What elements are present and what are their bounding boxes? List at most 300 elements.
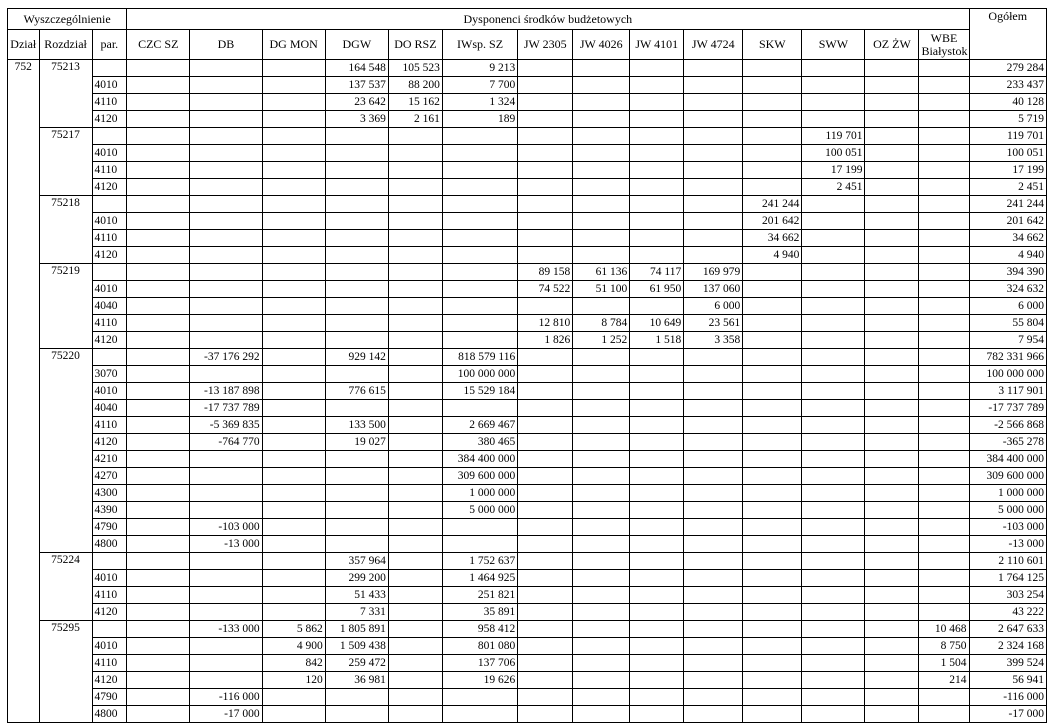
table-row	[8, 281, 1047, 298]
value-cell	[684, 604, 743, 621]
value-cell	[919, 315, 969, 332]
value-cell: 357 964	[325, 553, 388, 570]
value-cell	[865, 587, 919, 604]
rozdzial-cell: 75217	[39, 128, 92, 196]
value-cell	[442, 264, 517, 281]
value-cell	[802, 417, 865, 434]
value-cell	[573, 196, 630, 213]
value-cell	[518, 298, 573, 315]
value-cell	[127, 553, 190, 570]
value-cell	[630, 553, 684, 570]
value-cell	[127, 519, 190, 536]
value-cell	[919, 502, 969, 519]
value-cell	[262, 536, 325, 553]
value-cell: 164 548	[325, 60, 388, 77]
value-cell	[802, 570, 865, 587]
total-cell: 5 000 000	[969, 502, 1047, 519]
total-cell: 324 632	[969, 281, 1047, 298]
total-cell: 17 199	[969, 162, 1047, 179]
table-row	[8, 638, 1047, 655]
value-cell	[919, 247, 969, 264]
column-header: DG MON	[262, 30, 325, 60]
value-cell	[127, 179, 190, 196]
value-cell	[630, 230, 684, 247]
value-cell	[262, 689, 325, 706]
value-cell	[127, 128, 190, 145]
paragraf-cell: 4010	[92, 383, 127, 400]
value-cell	[802, 604, 865, 621]
value-cell: 100 051	[802, 145, 865, 162]
table-row	[8, 162, 1047, 179]
total-cell: -365 278	[969, 434, 1047, 451]
value-cell	[190, 553, 262, 570]
value-cell	[262, 383, 325, 400]
value-cell	[518, 349, 573, 366]
value-cell	[630, 77, 684, 94]
value-cell	[684, 230, 743, 247]
value-cell	[127, 621, 190, 638]
value-cell	[190, 570, 262, 587]
value-cell: 51 433	[325, 587, 388, 604]
value-cell	[684, 196, 743, 213]
value-cell	[518, 553, 573, 570]
value-cell	[325, 485, 388, 502]
value-cell: -5 369 835	[190, 417, 262, 434]
value-cell	[325, 706, 388, 723]
value-cell	[262, 570, 325, 587]
paragraf-cell: 4790	[92, 519, 127, 536]
value-cell: 776 615	[325, 383, 388, 400]
value-cell	[865, 298, 919, 315]
value-cell	[190, 111, 262, 128]
total-cell: 1 764 125	[969, 570, 1047, 587]
value-cell	[518, 230, 573, 247]
value-cell	[630, 570, 684, 587]
value-cell	[127, 485, 190, 502]
value-cell	[388, 604, 442, 621]
value-cell	[802, 315, 865, 332]
total-cell: 2 110 601	[969, 553, 1047, 570]
table-row	[8, 400, 1047, 417]
value-cell	[743, 689, 802, 706]
value-cell: 259 472	[325, 655, 388, 672]
rozdzial-cell: 75224	[39, 553, 92, 621]
value-cell	[442, 162, 517, 179]
value-cell: 214	[919, 672, 969, 689]
table-row	[8, 689, 1047, 706]
value-cell	[684, 655, 743, 672]
value-cell: 6 000	[684, 298, 743, 315]
value-cell	[684, 417, 743, 434]
value-cell	[630, 145, 684, 162]
value-cell	[442, 536, 517, 553]
value-cell	[743, 706, 802, 723]
value-cell	[518, 604, 573, 621]
paragraf-cell: 4010	[92, 281, 127, 298]
value-cell	[573, 247, 630, 264]
value-cell	[262, 247, 325, 264]
value-cell	[630, 536, 684, 553]
value-cell	[388, 162, 442, 179]
value-cell	[802, 213, 865, 230]
total-cell: -17 737 789	[969, 400, 1047, 417]
value-cell: 842	[262, 655, 325, 672]
value-cell	[743, 417, 802, 434]
value-cell: 36 981	[325, 672, 388, 689]
value-cell	[743, 179, 802, 196]
total-cell: 2 324 168	[969, 638, 1047, 655]
value-cell	[865, 434, 919, 451]
value-cell	[190, 604, 262, 621]
value-cell	[919, 128, 969, 145]
value-cell	[919, 604, 969, 621]
value-cell: 120	[262, 672, 325, 689]
value-cell	[802, 349, 865, 366]
value-cell	[684, 570, 743, 587]
value-cell	[684, 689, 743, 706]
value-cell: 4 940	[743, 247, 802, 264]
value-cell	[919, 536, 969, 553]
value-cell	[518, 111, 573, 128]
value-cell	[865, 383, 919, 400]
value-cell	[919, 179, 969, 196]
paragraf-cell: 4120	[92, 111, 127, 128]
value-cell	[442, 315, 517, 332]
table-row	[8, 349, 1047, 366]
value-cell	[325, 230, 388, 247]
value-cell	[865, 451, 919, 468]
value-cell	[630, 366, 684, 383]
column-header: SWW	[802, 30, 865, 60]
value-cell	[127, 587, 190, 604]
value-cell	[865, 519, 919, 536]
value-cell	[442, 179, 517, 196]
value-cell	[865, 621, 919, 638]
value-cell	[127, 264, 190, 281]
value-cell	[190, 60, 262, 77]
value-cell	[442, 145, 517, 162]
total-cell: 394 390	[969, 264, 1047, 281]
table-row	[8, 553, 1047, 570]
value-cell	[802, 196, 865, 213]
value-cell	[573, 638, 630, 655]
total-cell: 279 284	[969, 60, 1047, 77]
total-cell: 100 051	[969, 145, 1047, 162]
header-total: Ogółem	[969, 9, 1047, 60]
value-cell: 1 252	[573, 332, 630, 349]
value-cell: 3 358	[684, 332, 743, 349]
value-cell	[325, 281, 388, 298]
value-cell	[262, 553, 325, 570]
value-cell	[573, 604, 630, 621]
value-cell	[684, 706, 743, 723]
value-cell	[518, 94, 573, 111]
total-cell: 119 701	[969, 128, 1047, 145]
value-cell	[802, 706, 865, 723]
table-row	[8, 519, 1047, 536]
value-cell: 201 642	[743, 213, 802, 230]
value-cell	[127, 281, 190, 298]
table-row	[8, 179, 1047, 196]
total-cell: 384 400 000	[969, 451, 1047, 468]
value-cell	[802, 587, 865, 604]
value-cell	[919, 366, 969, 383]
value-cell	[325, 145, 388, 162]
paragraf-cell	[92, 264, 127, 281]
value-cell	[684, 400, 743, 417]
value-cell	[573, 145, 630, 162]
value-cell	[127, 689, 190, 706]
value-cell	[325, 179, 388, 196]
value-cell	[518, 706, 573, 723]
value-cell	[743, 519, 802, 536]
value-cell	[388, 196, 442, 213]
value-cell	[630, 655, 684, 672]
value-cell	[442, 230, 517, 247]
value-cell	[684, 519, 743, 536]
value-cell	[573, 655, 630, 672]
value-cell	[919, 706, 969, 723]
value-cell	[388, 587, 442, 604]
value-cell	[190, 94, 262, 111]
total-cell: 399 524	[969, 655, 1047, 672]
paragraf-cell: 4110	[92, 94, 127, 111]
value-cell	[127, 213, 190, 230]
total-cell: 2 451	[969, 179, 1047, 196]
paragraf-cell: 3070	[92, 366, 127, 383]
value-cell: 384 400 000	[442, 451, 517, 468]
total-cell: 6 000	[969, 298, 1047, 315]
value-cell	[865, 60, 919, 77]
column-header: Rozdział	[39, 30, 92, 60]
total-cell: 7 954	[969, 332, 1047, 349]
table-row	[8, 383, 1047, 400]
value-cell: 801 080	[442, 638, 517, 655]
value-cell: 51 100	[573, 281, 630, 298]
value-cell	[743, 400, 802, 417]
value-cell	[442, 128, 517, 145]
value-cell	[127, 315, 190, 332]
value-cell	[518, 213, 573, 230]
value-cell	[518, 468, 573, 485]
value-cell	[573, 179, 630, 196]
value-cell	[127, 706, 190, 723]
value-cell	[743, 281, 802, 298]
value-cell	[127, 196, 190, 213]
value-cell	[630, 451, 684, 468]
value-cell	[743, 366, 802, 383]
value-cell	[190, 468, 262, 485]
value-cell	[262, 400, 325, 417]
value-cell	[325, 451, 388, 468]
value-cell	[865, 213, 919, 230]
value-cell	[630, 60, 684, 77]
total-cell: 2 647 633	[969, 621, 1047, 638]
value-cell: 19 626	[442, 672, 517, 689]
value-cell	[518, 196, 573, 213]
column-header: CZC SZ	[127, 30, 190, 60]
value-cell	[802, 468, 865, 485]
value-cell	[573, 213, 630, 230]
value-cell	[630, 196, 684, 213]
value-cell	[518, 366, 573, 383]
paragraf-cell: 4800	[92, 536, 127, 553]
value-cell	[127, 468, 190, 485]
total-cell: -2 566 868	[969, 417, 1047, 434]
value-cell	[518, 570, 573, 587]
value-cell	[325, 315, 388, 332]
value-cell	[743, 128, 802, 145]
value-cell: 9 213	[442, 60, 517, 77]
value-cell	[127, 502, 190, 519]
group-header-wyszczegolnienie: Wyszczególnienie	[8, 9, 127, 30]
value-cell	[802, 451, 865, 468]
value-cell	[684, 145, 743, 162]
value-cell	[630, 468, 684, 485]
value-cell	[573, 162, 630, 179]
value-cell	[190, 587, 262, 604]
value-cell	[802, 536, 865, 553]
group-header-dysponenci: Dysponenci środków budżetowych	[127, 9, 969, 30]
value-cell	[573, 400, 630, 417]
value-cell	[518, 519, 573, 536]
column-header: JW 4101	[630, 30, 684, 60]
value-cell	[919, 570, 969, 587]
value-cell	[262, 213, 325, 230]
value-cell	[518, 60, 573, 77]
value-cell	[865, 502, 919, 519]
value-cell	[684, 128, 743, 145]
value-cell	[388, 638, 442, 655]
value-cell: 100 000 000	[442, 366, 517, 383]
table-row	[8, 570, 1047, 587]
total-cell: 40 128	[969, 94, 1047, 111]
value-cell	[573, 417, 630, 434]
value-cell	[743, 332, 802, 349]
value-cell	[262, 230, 325, 247]
value-cell	[802, 655, 865, 672]
value-cell	[919, 94, 969, 111]
value-cell	[262, 315, 325, 332]
value-cell	[262, 468, 325, 485]
paragraf-cell: 4010	[92, 638, 127, 655]
value-cell: 1 752 637	[442, 553, 517, 570]
value-cell	[630, 417, 684, 434]
value-cell	[442, 332, 517, 349]
value-cell	[684, 638, 743, 655]
value-cell: -13 000	[190, 536, 262, 553]
paragraf-cell: 4010	[92, 213, 127, 230]
value-cell	[325, 162, 388, 179]
value-cell	[865, 570, 919, 587]
value-cell	[802, 264, 865, 281]
value-cell	[388, 502, 442, 519]
value-cell: 8 784	[573, 315, 630, 332]
paragraf-cell: 4040	[92, 400, 127, 417]
paragraf-cell: 4110	[92, 315, 127, 332]
value-cell: -17 737 789	[190, 400, 262, 417]
value-cell	[190, 655, 262, 672]
value-cell	[325, 213, 388, 230]
paragraf-cell: 4270	[92, 468, 127, 485]
value-cell	[802, 519, 865, 536]
value-cell	[802, 298, 865, 315]
value-cell: 3 369	[325, 111, 388, 128]
value-cell	[127, 638, 190, 655]
value-cell	[865, 536, 919, 553]
value-cell	[919, 230, 969, 247]
value-cell	[388, 400, 442, 417]
value-cell	[630, 111, 684, 128]
value-cell	[262, 162, 325, 179]
total-cell: 4 940	[969, 247, 1047, 264]
value-cell	[684, 111, 743, 128]
value-cell: 189	[442, 111, 517, 128]
value-cell	[630, 434, 684, 451]
value-cell	[573, 621, 630, 638]
value-cell	[518, 587, 573, 604]
value-cell: 89 158	[518, 264, 573, 281]
value-cell: 15 162	[388, 94, 442, 111]
column-header: DO RSZ	[388, 30, 442, 60]
value-cell	[388, 485, 442, 502]
value-cell	[262, 706, 325, 723]
value-cell	[190, 298, 262, 315]
value-cell	[802, 502, 865, 519]
value-cell: 61 950	[630, 281, 684, 298]
value-cell	[743, 434, 802, 451]
value-cell	[684, 553, 743, 570]
value-cell	[388, 434, 442, 451]
value-cell	[388, 145, 442, 162]
value-cell: 61 136	[573, 264, 630, 281]
value-cell	[127, 383, 190, 400]
value-cell: -116 000	[190, 689, 262, 706]
value-cell	[919, 349, 969, 366]
value-cell: 88 200	[388, 77, 442, 94]
value-cell	[630, 689, 684, 706]
value-cell: -764 770	[190, 434, 262, 451]
value-cell: 119 701	[802, 128, 865, 145]
value-cell	[802, 94, 865, 111]
paragraf-cell: 4120	[92, 604, 127, 621]
value-cell	[865, 196, 919, 213]
value-cell: 1 826	[518, 332, 573, 349]
value-cell	[262, 281, 325, 298]
value-cell: 2 451	[802, 179, 865, 196]
value-cell	[262, 196, 325, 213]
paragraf-cell: 4040	[92, 298, 127, 315]
value-cell: -17 000	[190, 706, 262, 723]
value-cell	[684, 213, 743, 230]
value-cell	[919, 213, 969, 230]
value-cell	[630, 298, 684, 315]
value-cell	[573, 553, 630, 570]
value-cell	[442, 247, 517, 264]
value-cell	[127, 417, 190, 434]
value-cell: 380 465	[442, 434, 517, 451]
table-row	[8, 451, 1047, 468]
value-cell	[573, 60, 630, 77]
value-cell	[518, 655, 573, 672]
value-cell	[630, 247, 684, 264]
value-cell	[262, 77, 325, 94]
value-cell	[743, 349, 802, 366]
value-cell: 133 500	[325, 417, 388, 434]
value-cell	[802, 77, 865, 94]
table-row	[8, 60, 1047, 77]
value-cell	[388, 332, 442, 349]
